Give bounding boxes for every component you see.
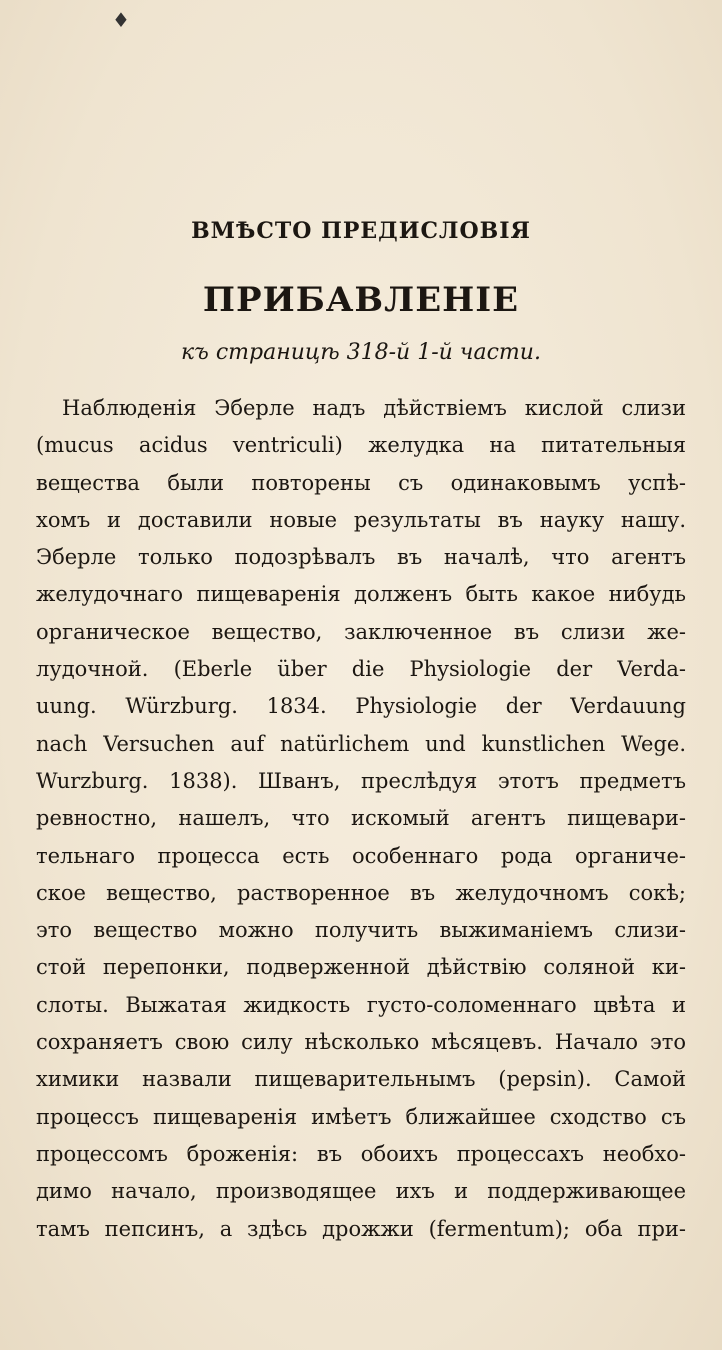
text-line: Эберле только подозрѣвалъ въ началѣ, что агентъ [36,545,686,570]
ornament-mark: ♦ [112,8,130,32]
text-line: процессъ пищеваренія имѣетъ ближайшее сходство съ [36,1104,686,1129]
text-line: ревностно, нашелъ, что искомый агентъ пищевари- [36,806,686,831]
text-line: лудочной. (Eberle über die Physiologie der Verda- [36,657,686,682]
text-line: тамъ пепсинъ, а здѣсь дрожжи (fermentum); оба при- [36,1216,686,1241]
text-line: желудочнаго пищеваренія долженъ быть какое нибудь [36,582,686,607]
text-line: это вещество можно получить выжиманіемъ слизи- [36,918,686,943]
text-line: Wurzburg. 1838). Шванъ, преслѣдуя этотъ предметъ [36,768,686,793]
section-heading: ВМѢСТО ПРЕДИСЛОВІЯ [191,218,531,244]
text-line: процессомъ броженія: въ обоихъ процессахъ необхо- [36,1141,686,1166]
text-line: органическое вещество, заключенное въ слизи же- [36,619,686,644]
page-title: ПРИБАВЛЕНІЕ [202,280,520,320]
text-line: nach Versuchen auf natürlichem und kunstlichen Wege. [36,731,686,756]
page-subtitle: къ страницѣ 318-й 1-й части. [181,340,541,365]
text-line: хомъ и доставили новые результаты въ науку нашу. [36,507,686,532]
text-line: ское вещество, растворенное въ желудочномъ сокѣ; [36,880,686,905]
text-line: стой перепонки, подверженной дѣйствію соляной ки- [36,955,686,980]
text-line: тельнаго процесса есть особеннаго рода органиче- [36,843,686,868]
text-line: Наблюденія Эберле надъ дѣйствіемъ кислой слизи [62,396,686,420]
text-line: химики назвали пищеварительнымъ (pepsin). Самой [36,1067,686,1092]
body-text [36,390,686,1248]
text-line: слоты. Выжатая жидкость густо-соломеннаго цвѣта и [36,992,686,1017]
text-line: димо начало, производящее ихъ и поддерживающее [36,1179,686,1204]
text-line: uung. Würzburg. 1834. Physiologie der Verdauung [36,694,686,719]
text-line: (mucus acidus ventriculi) желудка на питательныя [36,433,686,458]
text-line: вещества были повторены съ одинаковымъ успѣ- [36,470,686,495]
text-line: сохраняетъ свою силу нѣсколько мѣсяцевъ. Начало это [36,1030,686,1055]
